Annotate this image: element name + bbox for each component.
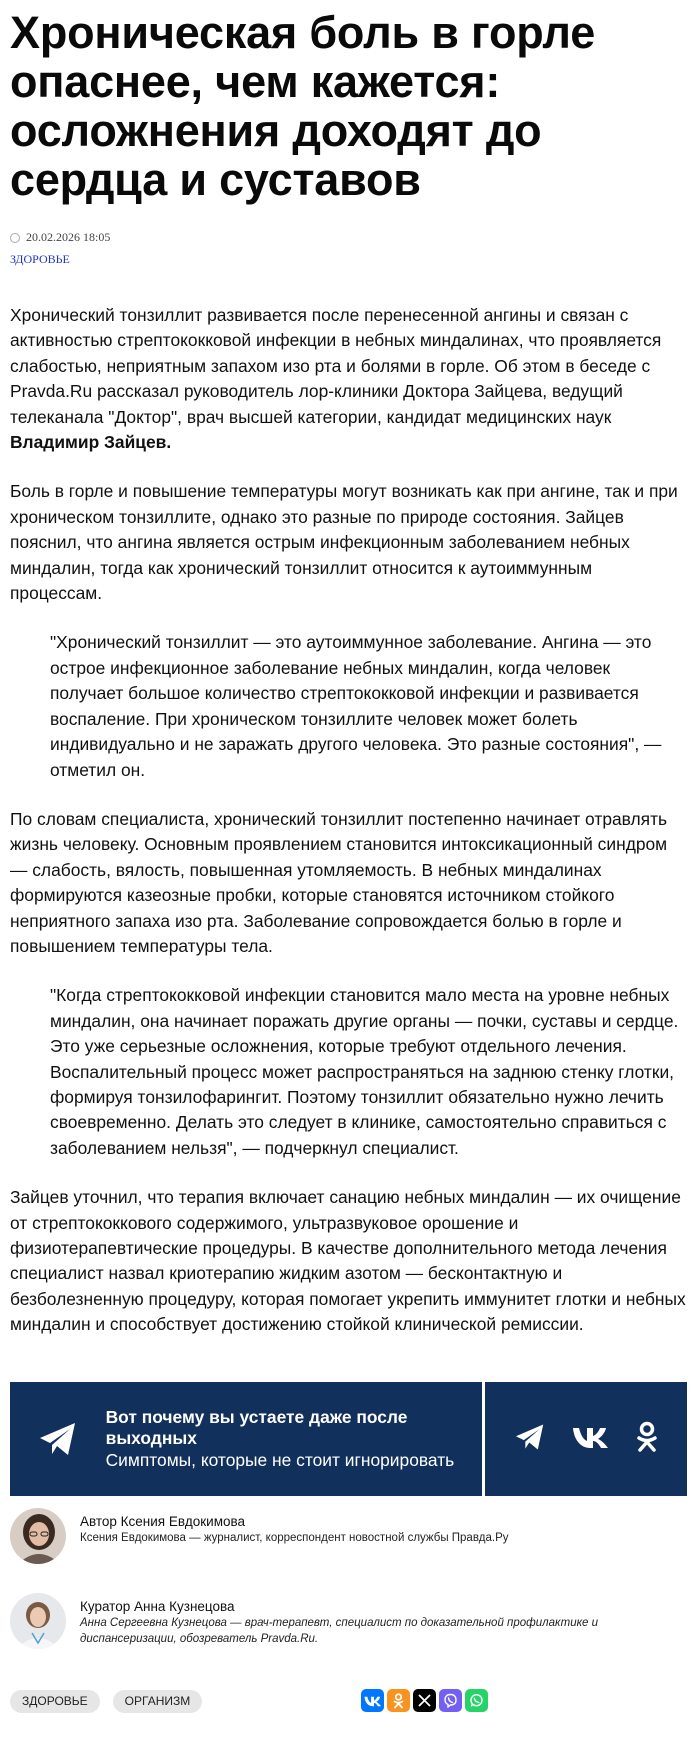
article-paragraph (10, 303, 686, 455)
whatsapp-icon[interactable] (465, 1689, 488, 1712)
article-paragraph: Зайцев уточнил, что терапия включает санацию небных миндалин — их очищение от стрептококкового содержимого, ультразвуковое орошение и физиотерапевтические процедуры. В качестве дополнительного метода лечения специалист назвал криотерапию жидким азотом — бесконтактную и безболезненную процедуру, которая помогает укрепить иммунитет глотки и небных миндалин и способствует достижению стойкой клинической ремиссии. (10, 1187, 686, 1335)
article (10, 0, 686, 1338)
telegram-icon (38, 1421, 80, 1457)
author-block (10, 1508, 640, 1564)
clock-icon (10, 233, 20, 243)
curator-name[interactable]: Куратор Анна Кузнецова (80, 1599, 235, 1614)
curator-description: Анна Сергеевна Кузнецова — врач-терапевт, специалист по доказательной профилактике и диспансеризации, обозреватель Pravda.Ru. (80, 1617, 598, 1645)
banner-social-links (485, 1382, 687, 1496)
curator-block (10, 1593, 640, 1649)
telegram-icon[interactable] (514, 1423, 546, 1456)
viber-icon[interactable] (439, 1689, 462, 1712)
curator-avatar[interactable] (10, 1593, 66, 1649)
article-paragraph: Боль в горле и повышение температуры могут возникать как при ангине, так и при хроническом тонзиллите, однако это разные по природе состояния. Зайцев пояснил, что ангина является острым инфекционным заболеванием небных миндалин, тогда как хронический тонзиллит относится к аутоиммунным процессам. (10, 481, 678, 604)
vk-icon[interactable] (572, 1425, 610, 1454)
promo-subtitle: Симптомы, которые не стоит игнорировать (105, 1449, 455, 1470)
tag-zdorovye[interactable]: ЗДОРОВЬЕ (10, 1690, 100, 1713)
odnoklassniki-icon[interactable] (387, 1689, 410, 1712)
article-paragraph: По словам специалиста, хронический тонзиллит постепенно начинает отравлять жизнь человеку. Основным проявлением становится интоксикационный синдром — слабость, вялость, повышенная утомляемость. В небных миндалинах формируются казеозные пробки, которые становятся источником стойкого неприятного запаха изо рта. Заболевание сопровождается болью в горле и повышением температуры тела. (10, 808, 668, 956)
share-buttons (361, 1689, 488, 1712)
paragraph-text: Хронический тонзиллит развивается после перенесенной ангины и связан с активностью стрептококковой инфекции в небных миндалинах, что проявляется слабостью, неприятным запахом изо рта и болями в горле. Об этом в беседе с Pravda.Ru рассказал руководитель лор-клиники Доктора Зайцева, ведущий телеканала "Доктор", врач высшей категории, кандидат медицинских наук (10, 305, 662, 427)
expert-name: Владимир Зайцев. (10, 432, 172, 453)
promo-title: Вот почему вы устаете даже после выходных (105, 1406, 408, 1449)
article-meta (10, 230, 686, 245)
article-quote: "Когда стрептококковой инфекции становится мало места на уровне небных миндалин, она начинает поражать другие органы — почки, суставы и сердце. Это уже серьезные осложнения, которые требуют отдельного лечения. Воспалительный процесс может распространяться на заднюю стенку глотки, формируя тонзилофарингит. Поэтому тонзиллит обязательно нужно лечить своевременно. Делать это следует в клинике, самостоятельно справиться с заболеванием нельзя", — подчеркнул специалист. (50, 985, 679, 1158)
article-date: 20.02.2026 18:05 (26, 230, 111, 244)
author-name[interactable]: Автор Ксения Евдокимова (80, 1514, 246, 1529)
article-rubric-link[interactable]: ЗДОРОВЬЕ (10, 252, 70, 266)
author-description: Ксения Евдокимова — журналист, корреспондент новостной службы Правда.Ру (80, 1532, 509, 1544)
article-quote: "Хронический тонзиллит — это аутоиммунное заболевание. Ангина — это острое инфекционное заболевание небных миндалин, когда человек получает большое количество стрептококковой инфекции и развивается воспаление. При хроническом тонзиллите человек может болеть индивидуально и не заражать другого человека. Это разные состояния", — отметил он. (50, 632, 662, 780)
tag-organizm[interactable]: ОРГАНИЗМ (113, 1690, 203, 1713)
author-avatar[interactable] (10, 1508, 66, 1564)
article-title: Хроническая боль в горле опаснее, чем кажется: осложнения доходят до сердца и суставов (10, 7, 596, 205)
promo-banner (10, 1382, 687, 1496)
x-icon[interactable] (413, 1689, 436, 1712)
odnoklassniki-icon[interactable] (636, 1421, 658, 1458)
tag-list (10, 1690, 202, 1713)
vk-icon[interactable] (361, 1689, 384, 1712)
promo-banner-link[interactable] (10, 1382, 482, 1496)
